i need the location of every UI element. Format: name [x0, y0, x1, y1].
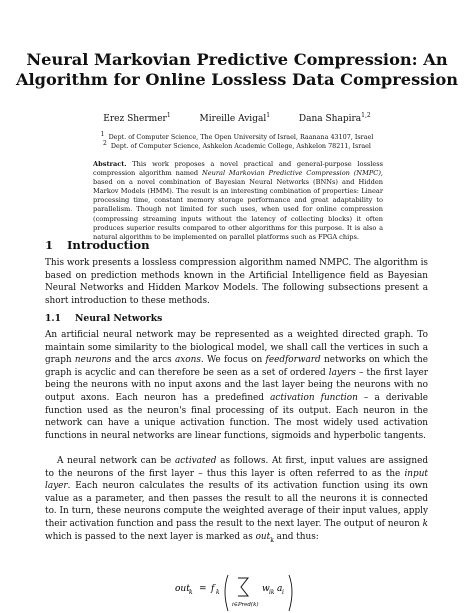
sum-icon	[238, 578, 248, 596]
abstract: Abstract. This work proposes a novel practical and general-purpose lossless compression algorithm named Neural Markovian Predictive Compression (NMPC), based on a novel combination of Bayesian Neural Networks (BNNs) and Hidden Markov Models (HMM). The result is an interesting combination of properties: Linear processing time, constant memory storage performance and great adaptability to parallelism. Though not limited for such uses, when used for online compression (compressing streaming inputs without the latency of collecting blocks) it often produces superior results compared to other algorithms for this purpose. It is also a natural algorithm to be implemented on parallel platforms such as FPGA chips.	[93, 160, 383, 241]
sum-subscript: i∈Pred(k)	[232, 602, 259, 608]
paper-title	[0, 50, 474, 89]
author-list	[0, 113, 474, 125]
equation-lhs: out	[175, 584, 190, 594]
equation-weight-subscript: ik	[269, 589, 275, 596]
equation-function: f	[211, 584, 215, 594]
equation-equals: =	[199, 584, 207, 594]
equation-function-subscript: k	[216, 589, 220, 596]
abstract-label: Abstract.	[93, 160, 127, 168]
affiliations	[0, 130, 474, 151]
equation-weight: w	[262, 584, 270, 594]
intro-paragraph: This work presents a lossless compression algorithm named NMPC. The algorithm is based on prediction methods known in the Artificial Intelligence field as Bayesian Neural Networks and Hidden Markov Models. The following subsections present a short introduction to these methods.	[45, 258, 428, 306]
subsection-heading-neural-networks: 1.1 Neural Networks	[45, 313, 163, 324]
equation-activation-subscript: i	[282, 589, 284, 596]
neural-networks-paragraph-1: An artificial neural network may be represented as a weighted directed graph. To maintain some similarity to the biological model, we shall call the vertices in such a graph neurons and the arcs axons. We focus on feedforward networks on which the graph is acyclic and can therefore be seen as a set of ordered layers – the first layer being the neurons with no input axons and the last layer being the neurons with no output axons. Each neuron has a predefined activation function – a derivable function used as the neuron's final processing of its output. Each neuron in the network can have a unique activation function. The most widely used activation functions in neural networks are linear functions, sigmoids and hyperbolic tangents.	[45, 330, 428, 441]
activation-equation	[175, 573, 325, 613]
author: Erez Shermer$^1$	[103, 112, 171, 124]
affiliation: $^2$ Dept. of Computer Science, Ashkelon Academic College, Ashkelon 78211, Israel	[103, 139, 371, 150]
section-heading-introduction: 1 Introduction	[45, 238, 150, 252]
equation-activation: a	[277, 584, 283, 594]
title-line-2: Algorithm for Online Lossless Data Compression	[15, 69, 459, 89]
equation-lhs-subscript: k	[189, 589, 193, 596]
author: Dana Shapira$^{1,2}$	[298, 112, 371, 124]
neural-networks-paragraph-2: A neural network can be activated as follows. At first, input values are assigned to the neurons of the first layer – thus this layer is often referred to as the input layer. Each neuron calculates the results of its activation function using its own value as a parameter, and then passes the result to all the neurons it is connected to. In turn, these neurons compute the weighted average of their input values, apply their activation function and pass the result to the next layer. The output of neuron k which is passed to the next layer is marked as out$_k$ and thus:	[45, 456, 429, 544]
title-line-1: Neural Markovian Predictive Compression: An	[26, 50, 448, 69]
affiliation: $^1$ Dept. of Computer Science, The Open University of Israel, Raanana 43107, Israel	[100, 130, 374, 141]
author: Mireille Avigal$^1$	[199, 112, 271, 124]
left-paren	[225, 575, 228, 611]
right-paren	[289, 575, 292, 611]
